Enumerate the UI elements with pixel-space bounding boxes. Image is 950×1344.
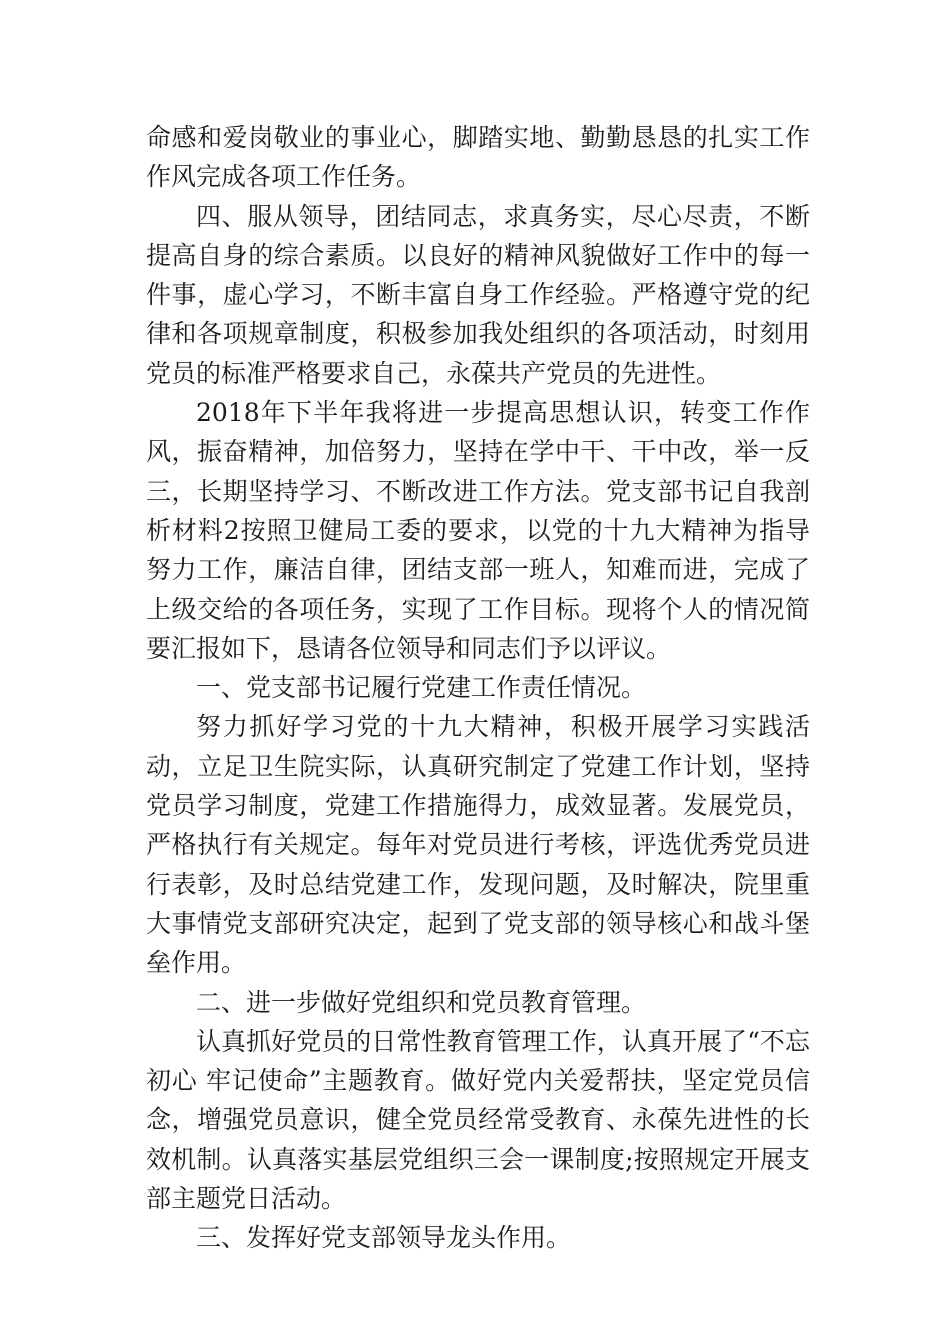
heading-section-one: 一、党支部书记履行党建工作责任情况。 — [196, 673, 647, 703]
paragraph-continuation: 命感和爱岗敬业的事业心，脚踏实地、勤勤恳恳的扎实工作作风完成各项工作任务。 — [146, 123, 810, 192]
paragraph-2018-plan: 2018年下半年我将进一步提高思想认识，转变工作作风，振奋精神，加倍努力，坚持在学中干、干中改，举一反三，长期坚持学习、不断改进工作方法。党支部书记自我剖析材料2按照卫健局工委的要求，以党的十九大精神为指导努力工作，廉洁自律，团结支部一班人，知难而进，完成了上级交给的各项任务，实现了工作目标。现将个人的情况简要汇报如下，恳请各位领导和同志们予以评议。 — [146, 398, 810, 663]
document-body — [146, 118, 810, 1258]
paragraph-section-two-body: 认真抓好党员的日常性教育管理工作，认真开展了“不忘初心 牢记使命”主题教育。做好党内关爱帮扶，坚定党员信念，增强党员意识，健全党员经常受教育、永葆先进性的长效机制。认真落实基层党组织三会一课制度;按照规定开展支部主题党日活动。 — [146, 1026, 810, 1214]
heading-section-three: 三、发挥好党支部领导龙头作用。 — [196, 1223, 572, 1253]
paragraph-section-four: 四、服从领导，团结同志，求真务实，尽心尽责，不断提高自身的综合素质。以良好的精神风貌做好工作中的每一件事，虚心学习，不断丰富自身工作经验。严格遵守党的纪律和各项规章制度，积极参加我处组织的各项活动，时刻用党员的标准严格要求自己，永葆共产党员的先进性。 — [146, 201, 810, 388]
paragraph-section-one-body: 努力抓好学习党的十九大精神，积极开展学习实践活动，立足卫生院实际，认真研究制定了党建工作计划，坚持党员学习制度，党建工作措施得力，成效显著。发展党员，严格执行有关规定。每年对党员进行考核，评选优秀党员进行表彰，及时总结党建工作，发现问题，及时解决，院里重大事情党支部研究决定，起到了党支部的领导核心和战斗堡垒作用。 — [146, 712, 810, 978]
heading-section-two: 二、进一步做好党组织和党员教育管理。 — [196, 987, 647, 1017]
